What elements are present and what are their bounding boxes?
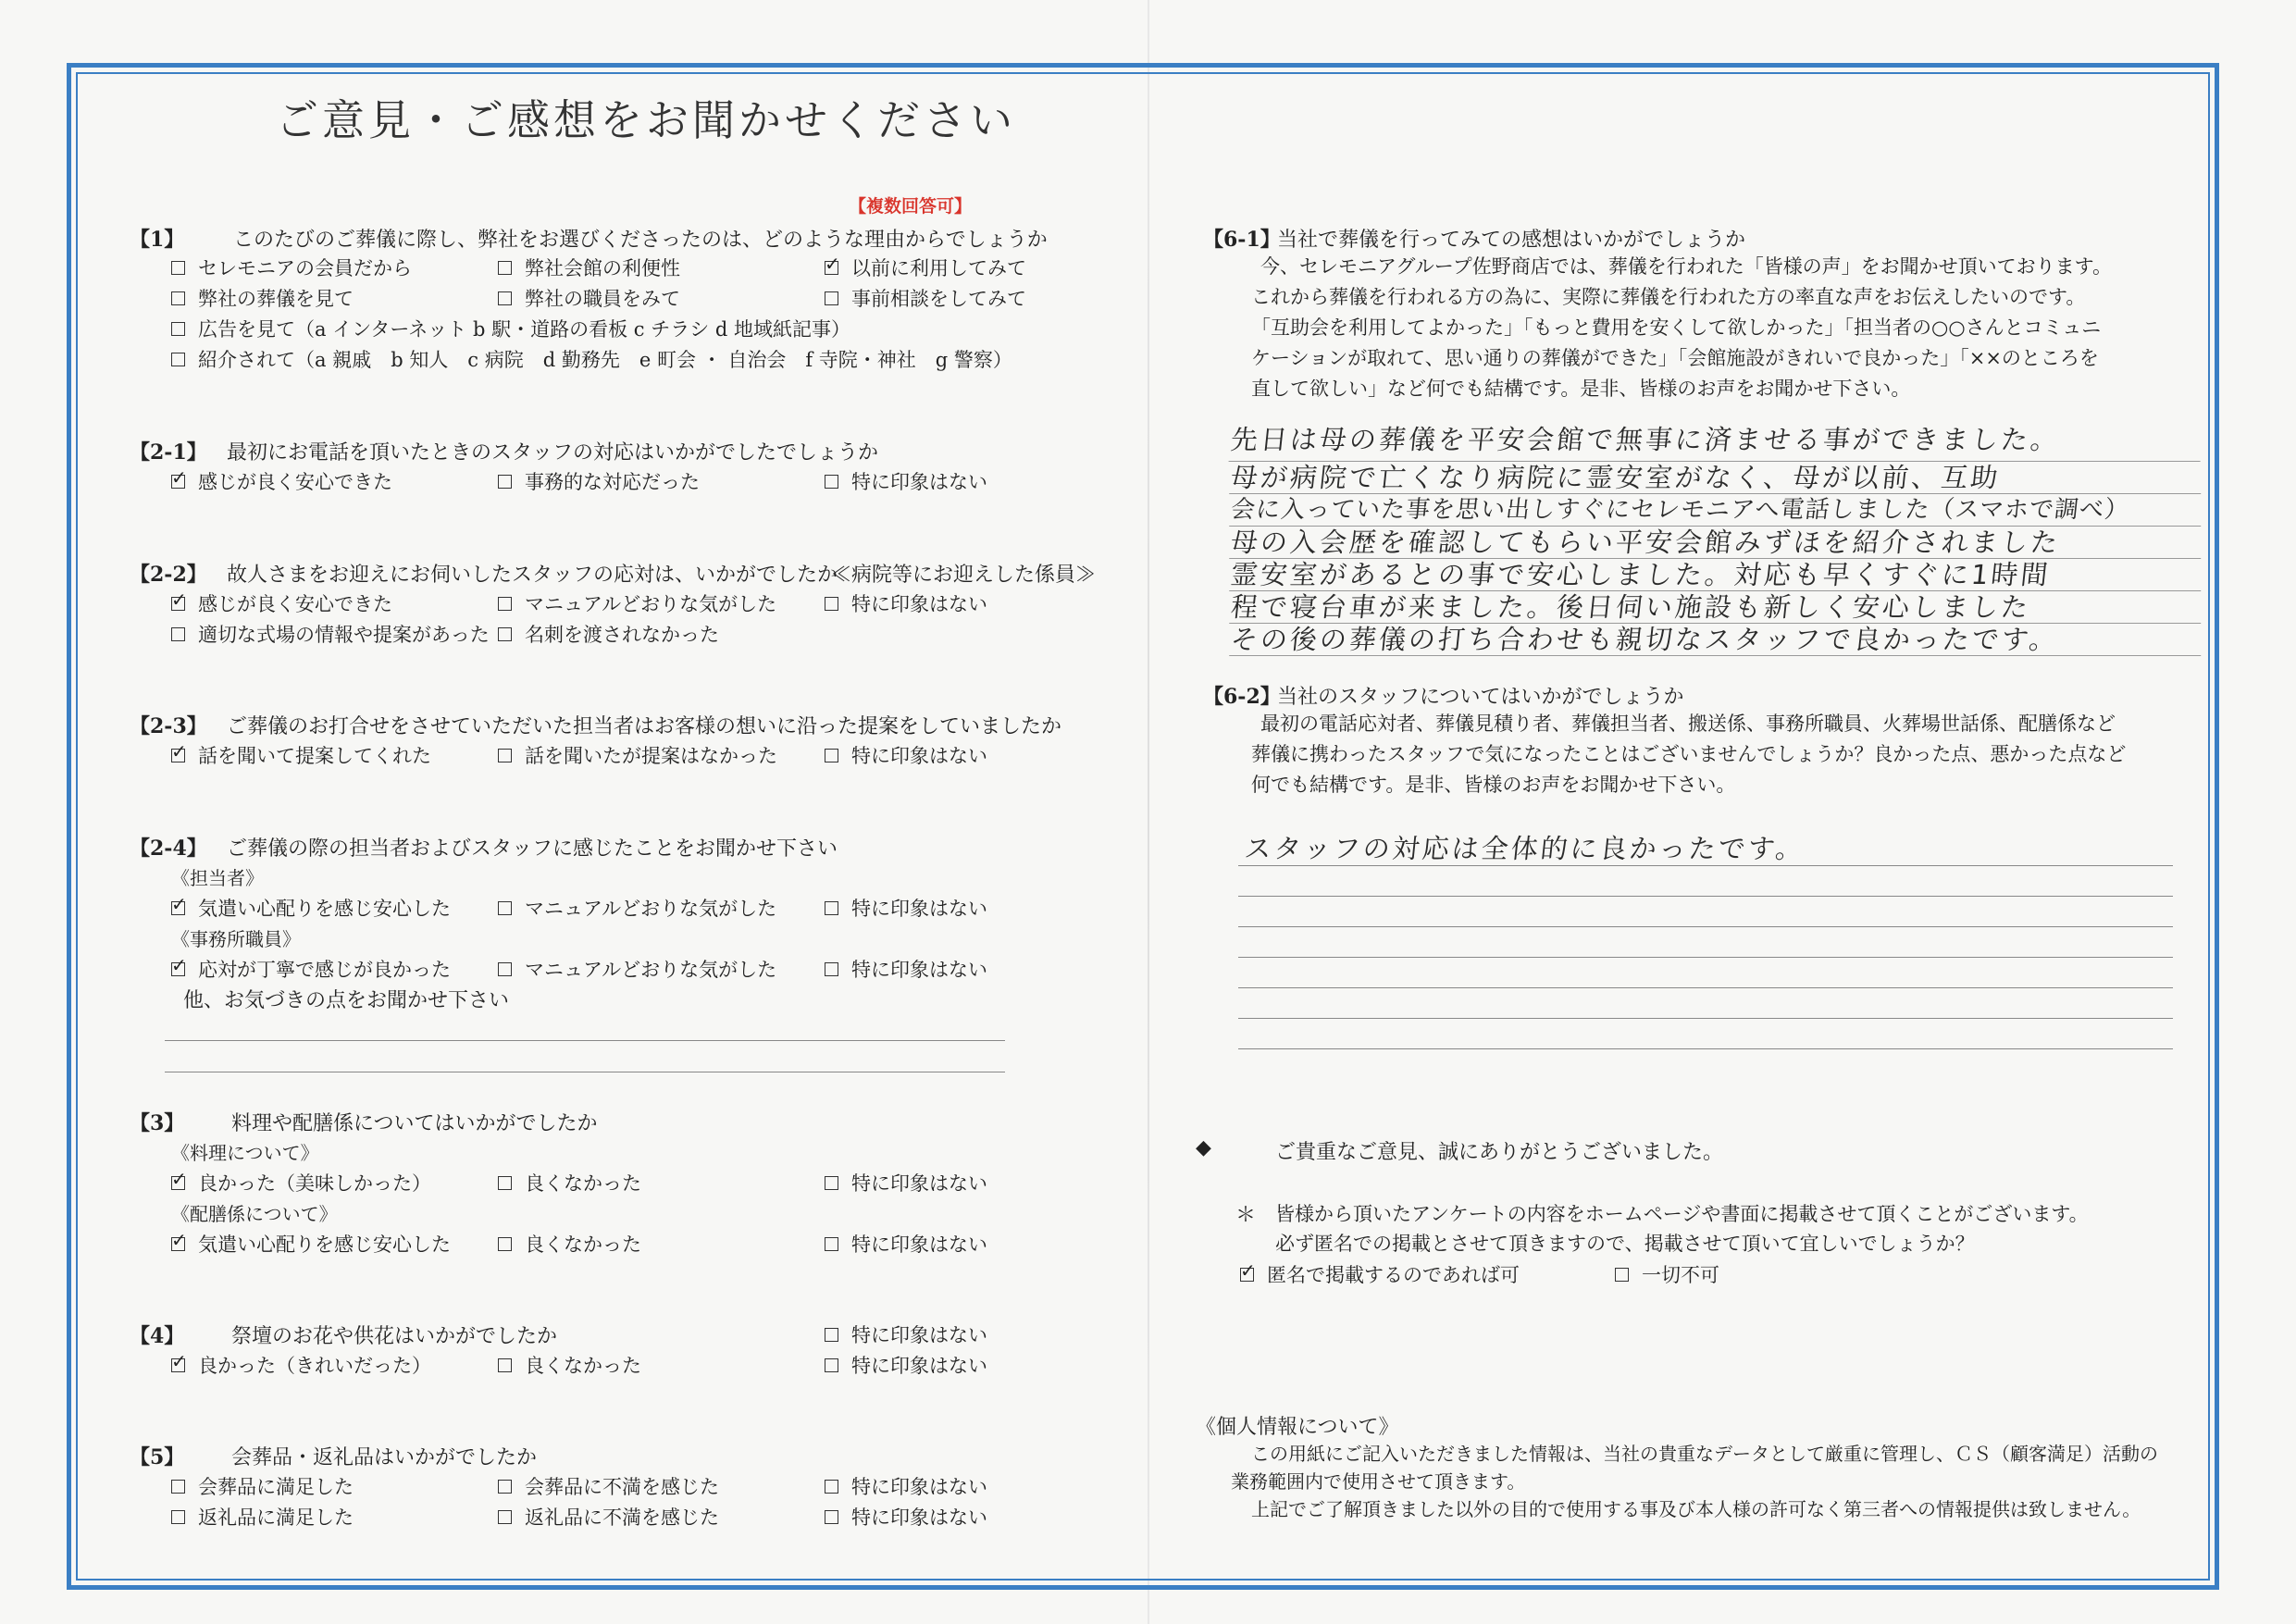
privacy-heading: 《個人情報について》 (1196, 1416, 1399, 1439)
q2-3-question: ご葬儀のお打合せをさせていただいた担当者はお客様の想いに沿った提案をしていましたか (227, 715, 1062, 738)
q3-option[interactable]: 良くなかった (498, 1169, 641, 1196)
answer-line[interactable] (1238, 865, 2173, 866)
q3-option[interactable]: 良くなかった (498, 1230, 641, 1258)
q6-2-question: 当社のスタッフについてはいかがでしょうか (1277, 686, 1684, 709)
checkbox[interactable] (825, 261, 838, 275)
q5-question: 会葬品・返礼品はいかがでしたか (231, 1446, 538, 1469)
checkbox[interactable] (825, 597, 838, 611)
checkbox[interactable] (171, 1480, 185, 1494)
publish-option-anonymous[interactable]: ✓ 匿名で掲載するのであれば可 (1240, 1260, 1520, 1288)
q2-3-option[interactable]: ✓ 話を聞いて提案してくれた (171, 741, 431, 769)
checkbox[interactable] (171, 291, 185, 305)
q1-option[interactable]: 弊社の葬儀を見て (171, 284, 354, 312)
checkbox[interactable] (171, 1358, 185, 1372)
checkbox[interactable] (171, 353, 185, 366)
q3-option[interactable]: ✓ 良かった（美味しかった） (171, 1169, 431, 1196)
checkbox[interactable] (825, 1328, 838, 1342)
checkbox[interactable] (825, 1358, 838, 1372)
q2-1-question: 最初にお電話を頂いたときのスタッフの対応はいかがでしたでしょうか (227, 441, 879, 465)
comment-line[interactable] (165, 1040, 1005, 1041)
q2-3-option[interactable]: 特に印象はない (825, 741, 987, 769)
checkbox[interactable] (498, 1176, 512, 1190)
q2-2-option[interactable]: マニュアルどおりな気がした (498, 589, 776, 617)
q2-3-option[interactable]: 話を聞いたが提案はなかった (498, 741, 777, 769)
checkbox[interactable] (498, 1358, 512, 1372)
checkbox[interactable] (1240, 1268, 1254, 1282)
q4-option[interactable]: 良くなかった (498, 1351, 641, 1379)
checkbox[interactable] (1615, 1268, 1629, 1282)
checkbox[interactable] (825, 475, 838, 489)
checkbox[interactable] (825, 1237, 838, 1251)
checkbox[interactable] (171, 597, 185, 611)
checkbox[interactable] (498, 475, 512, 489)
q2-2-option[interactable]: 名刺を渡されなかった (498, 620, 719, 648)
answer-line[interactable] (1238, 1018, 2173, 1019)
q2-2-question: 故人さまをお迎えにお伺いしたスタッフの応対は、いかがでしたか (227, 564, 838, 587)
checkbox[interactable] (171, 901, 185, 915)
q6-2-handwritten-answer[interactable]: スタッフの対応は全体的に良かったです。 (1243, 833, 1807, 864)
checkbox[interactable] (498, 749, 512, 762)
q2-4-other-label: 他、お気づきの点をお聞かせ下さい (183, 989, 510, 1012)
q5-option[interactable]: 返礼品に満足した (171, 1503, 354, 1531)
q1-option[interactable]: ✓ 以前に利用してみて (825, 254, 1026, 281)
q4-option[interactable]: ✓ 良かった（きれいだった） (171, 1351, 431, 1379)
checkbox[interactable] (498, 1510, 512, 1524)
thanks-bullet: ◆ (1196, 1136, 1211, 1159)
publish-option-refuse[interactable]: 一切不可 (1615, 1260, 1719, 1288)
q4-number: 【4】 (130, 1324, 185, 1348)
checkbox[interactable] (498, 627, 512, 641)
q2-4-sub-staff: 《担当者》 (171, 867, 264, 889)
thanks-message: ご貴重なご意見、誠にありがとうございました。 (1275, 1141, 1724, 1164)
checkbox[interactable] (825, 1480, 838, 1494)
q1-question: このたびのご葬儀に際し、弊社をお選びくださったのは、どのような理由からでしょうか (233, 229, 1048, 252)
q6-1-description: 今、セレモニアグループ佐野商店では、葬儀を行われた「皆様の声」をお聞かせ頂いております。 これから葬儀を行われる方の為に、実際に葬儀を行われた方の率直な声をお伝えしたいのです。 「互助会を利用してよかった」「もっと費用を安くして欲しかった」「担当者の○○さんとコミュニ ケーションが取れて、思い通りの葬儀ができた」「会館施設がきれいで良かった」「××のところを 直して欲しい」など何でも結構です。是非、皆様のお声をお聞かせ下さい。 (1251, 255, 2113, 400)
checkbox[interactable] (171, 1237, 185, 1251)
q2-1-option[interactable]: 事務的な対応だった (498, 467, 700, 495)
q4-option[interactable]: 特に印象はない (825, 1351, 987, 1379)
checkbox[interactable] (171, 627, 185, 641)
privacy-text: この用紙にご記入いただきました情報は、当社の貴重なデータとして厳重に管理し、ＣＳ（顧客満足）活動の 業務範囲内で使用させて頂きます。 上記でご了解頂きました以外の目的で使用する事及び本人様の許可なく第三者への情報提供は致しません。 (1231, 1443, 2158, 1520)
q5-option[interactable]: 返礼品に不満を感じた (498, 1503, 719, 1531)
q6-1-number: 【6-1】 (1203, 228, 1281, 252)
answer-line[interactable] (1238, 957, 2173, 958)
checkbox[interactable] (825, 1176, 838, 1190)
q2-4-sub-office: 《事務所職員》 (171, 928, 301, 950)
q2-4-option[interactable]: ✓ 応対が丁寧で感じが良かった (171, 955, 451, 983)
checkbox[interactable] (825, 901, 838, 915)
checkbox[interactable] (171, 1510, 185, 1524)
q4-question: 祭壇のお花や供花はいかがでしたか (231, 1325, 558, 1348)
q5-number: 【5】 (130, 1445, 185, 1469)
q5-option[interactable]: 特に印象はない (825, 1472, 987, 1500)
answer-line[interactable] (1238, 926, 2173, 927)
q2-1-option[interactable]: 特に印象はない (825, 467, 987, 495)
checkbox[interactable] (498, 1480, 512, 1494)
q2-4-number: 【2-4】 (130, 837, 207, 861)
answer-line[interactable] (1238, 1048, 2173, 1049)
q6-1-handwritten-answer[interactable]: 先日は母の葬儀を平安会館で無事に済ませる事ができました。 母が病院で亡くなり病院に霊安室がなく、母が以前、互助 会に入っていた事を思い出しすぐにセレモニアへ電話しました（スマホで調べ） 母の入会歴を確認してもらい平安会館みずほを紹介されました 霊安室があるとの事で安心しました。対応も早くすぐに1時間 程で寝台車が来ました。後日伺い施設も新しく安心しました その後の葬儀の打ち合わせも親切なスタッフで良かったです。 (1231, 418, 2203, 656)
q2-1-option[interactable]: ✓ 感じが良く安心できた (171, 467, 392, 495)
checkbox[interactable] (171, 261, 185, 275)
q2-4-option[interactable]: 特に印象はない (825, 955, 987, 983)
checkbox[interactable] (171, 322, 185, 336)
q3-number: 【3】 (130, 1111, 185, 1135)
q6-2-description: 最初の電話応対者、葬儀見積り者、葬儀担当者、搬送係、事務所職員、火葬場世話係、配膳係など 葬儀に携わったスタッフで気になったことはございませんでしょうか？良かった点、悪かった点など 何でも結構です。是非、皆様のお声をお聞かせ下さい。 (1251, 713, 2127, 796)
q2-2-note: ≪病院等にお迎えした係員≫ (831, 564, 1097, 587)
q4-option[interactable]: 特に印象はない (825, 1320, 987, 1348)
q5-option[interactable]: 会葬品に不満を感じた (498, 1472, 719, 1500)
checkbox[interactable] (171, 962, 185, 976)
q2-2-number: 【2-2】 (130, 563, 207, 587)
q3-option[interactable]: 特に印象はない (825, 1230, 987, 1258)
checkbox[interactable] (498, 291, 512, 305)
answer-line[interactable] (1238, 987, 2173, 988)
checkbox[interactable] (825, 962, 838, 976)
checkbox[interactable] (498, 1237, 512, 1251)
q1-option[interactable]: 紹介されて（a 親戚 b 知人 c 病院 d 勤務先 e 町会 ・ 自治会 f 寺院・神社 g 警察） (171, 345, 1012, 373)
publish-bullet: ＊ (1235, 1204, 1257, 1227)
q5-option[interactable]: 会葬品に満足した (171, 1472, 354, 1500)
checkbox[interactable] (498, 962, 512, 976)
q2-4-option[interactable]: ✓ 気遣い心配りを感じ安心した (171, 894, 451, 922)
q1-option[interactable]: 弊社会館の利便性 (498, 254, 680, 281)
q2-4-option[interactable]: マニュアルどおりな気がした (498, 894, 776, 922)
q1-option[interactable]: 弊社の職員をみて (498, 284, 680, 312)
publish-line-1: 皆様から頂いたアンケートの内容をホームページや書面に掲載させて頂くことがございます。 (1275, 1203, 2089, 1225)
checkbox[interactable] (825, 291, 838, 305)
q1-option[interactable]: セレモニアの会員だから (171, 254, 412, 281)
q2-4-question: ご葬儀の際の担当者およびスタッフに感じたことをお聞かせ下さい (227, 837, 838, 861)
q2-4-option[interactable]: 特に印象はない (825, 894, 987, 922)
q2-3-number: 【2-3】 (130, 714, 207, 738)
q2-2-option[interactable]: 適切な式場の情報や提案があった (171, 620, 490, 648)
checkbox[interactable] (171, 749, 185, 762)
q6-1-question: 当社で葬儀を行ってみての感想はいかがでしょうか (1277, 229, 1746, 252)
q3-option[interactable]: ✓ 気遣い心配りを感じ安心した (171, 1230, 451, 1258)
q1-number: 【1】 (130, 228, 185, 252)
checkbox[interactable] (498, 901, 512, 915)
q2-2-option[interactable]: 特に印象はない (825, 589, 987, 617)
checkbox[interactable] (825, 1510, 838, 1524)
publish-line-2: 必ず匿名での掲載とさせて頂きますので、掲載させて頂いて宜しいでしょうか？ (1275, 1233, 1975, 1255)
checkbox[interactable] (825, 749, 838, 762)
q3-sub-food: 《料理について》 (171, 1142, 319, 1164)
q3-sub-serving: 《配膳係について》 (171, 1203, 338, 1225)
q1-option[interactable]: 事前相談をしてみて (825, 284, 1026, 312)
checkbox[interactable] (171, 1176, 185, 1190)
checkbox[interactable] (498, 261, 512, 275)
checkbox[interactable] (171, 475, 185, 489)
q3-option[interactable]: 特に印象はない (825, 1169, 987, 1196)
q1-option[interactable]: 広告を見て（a インターネット b 駅・道路の看板 c チラシ d 地域紙記事） (171, 315, 850, 342)
q3-question: 料理や配膳係についてはいかがでしたか (231, 1112, 598, 1135)
q2-4-option[interactable]: マニュアルどおりな気がした (498, 955, 776, 983)
q2-1-number: 【2-1】 (130, 440, 207, 465)
page-title: ご意見・ご感想をお聞かせください (276, 95, 1016, 145)
checkbox[interactable] (498, 597, 512, 611)
q6-2-number: 【6-2】 (1203, 685, 1281, 709)
q2-2-option[interactable]: ✓ 感じが良く安心できた (171, 589, 392, 617)
answer-line[interactable] (1238, 896, 2173, 897)
q5-option[interactable]: 特に印象はない (825, 1503, 987, 1531)
multi-answer-note: 【複数回答可】 (849, 196, 973, 217)
